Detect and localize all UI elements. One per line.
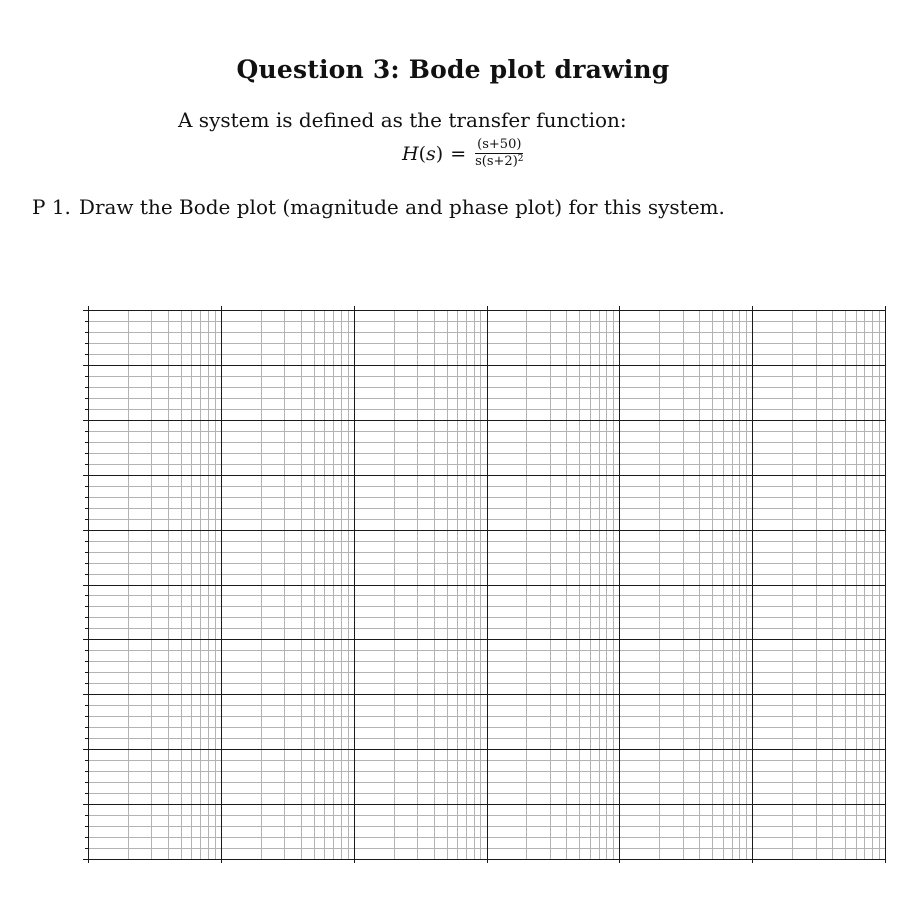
formula-lhs-arg: s bbox=[426, 142, 436, 165]
formula-numerator: (s+50) bbox=[477, 137, 522, 152]
problem-text: Draw the Bode plot (magnitude and phase plot) for this system. bbox=[78, 195, 725, 219]
problem-label: P 1. bbox=[32, 195, 71, 219]
formula-lhs: H(s) bbox=[402, 142, 444, 165]
intro-text: A system is defined as the transfer function: bbox=[178, 108, 627, 132]
question-title: Question 3: Bode plot drawing bbox=[236, 55, 670, 84]
formula-denominator-exponent: 2 bbox=[517, 154, 524, 164]
formula-denominator-base: s(s+2) bbox=[475, 154, 518, 169]
formula-lhs-var: H bbox=[402, 142, 419, 165]
formula-equals: = bbox=[450, 142, 467, 165]
